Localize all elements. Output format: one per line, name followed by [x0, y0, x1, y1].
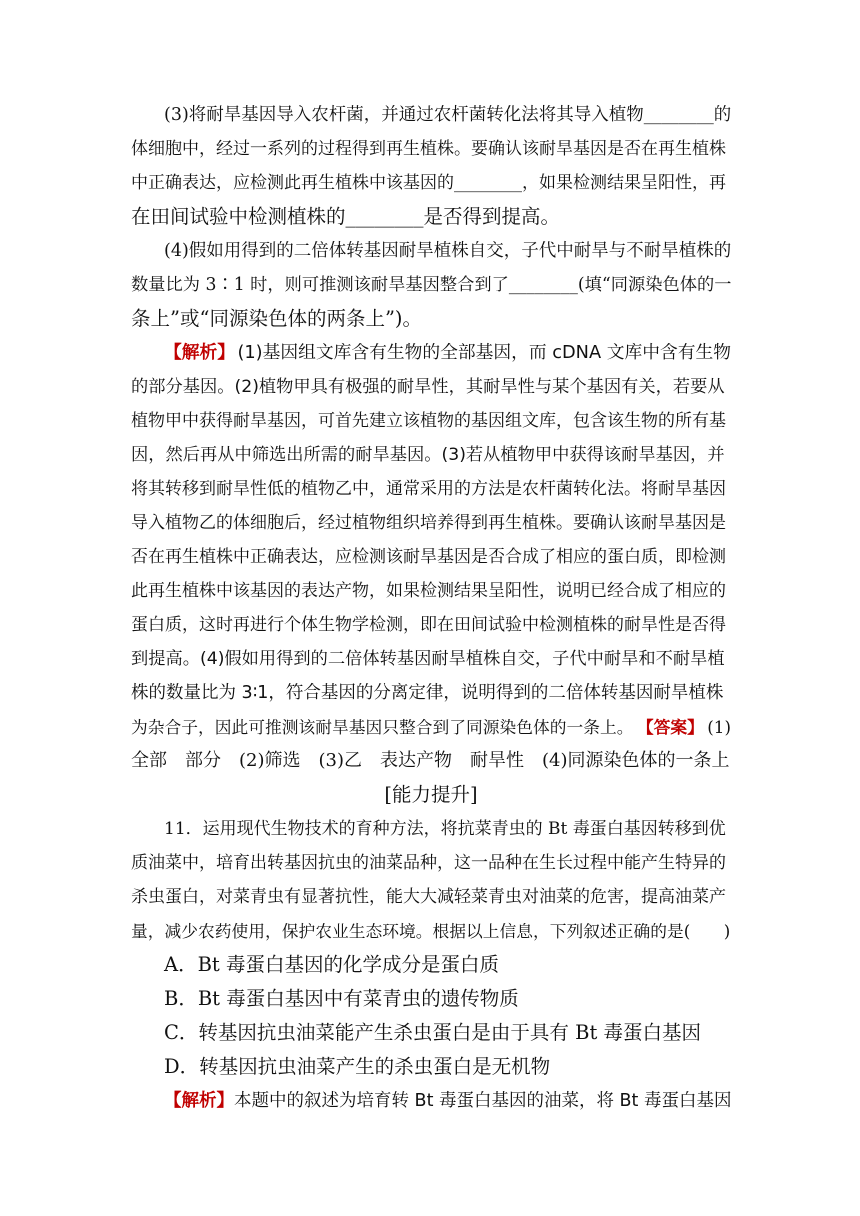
analysis-10-line-11: 株的数量比为 3∶1，符合基因的分离定律，说明得到的二倍体转基因耐旱植株 — [131, 683, 724, 703]
analysis-10-line-6: 导入植物乙的体细胞后，经过植物组织培养得到再生植株。要确认该耐旱基因是 — [131, 513, 726, 533]
q11-line-2: 质油菜中，培育出转基因抗虫的油菜品种，这一品种在生长过程中能产生特异的 — [131, 853, 726, 873]
analysis-10-line-8: 此再生植株中该基因的表达产物，如果检测结果呈阳性，说明已经合成了相应的 — [131, 581, 726, 601]
q10-part4-line-2: 数量比为 3∶1 时，则可推测该耐旱基因整合到了________(填“同源染色体的一 — [131, 275, 732, 295]
q10-part3-line-4: 在田间试验中检测植株的________是否得到提高。 — [131, 205, 561, 228]
analysis-10-line-10: 到提高。(4)假如用得到的二倍体转基因耐旱植株自交，子代中耐旱和不耐旱植 — [131, 649, 725, 669]
analysis-tag: 【解析】 — [164, 343, 236, 363]
analysis-10-line-2: 的部分基因。(2)植物甲具有极强的耐旱性，其耐旱性与某个基因有关，若要从 — [131, 377, 725, 397]
answer-tag: 【答案】 — [636, 717, 704, 737]
analysis-11-line-1: 【解析】 本题中的叙述为培育转 Bt 毒蛋白基因的油菜，将 Bt 毒蛋白基因 — [164, 1084, 731, 1118]
q10-part3-line-3: 中正确表达，应检测此再生植株中该基因的________，如果检测结果呈阳性，再 — [131, 173, 726, 193]
analysis-10-line-5: 将其转移到耐旱性低的植物乙中，通常采用的方法是农杆菌转化法。将耐旱基因 — [131, 479, 726, 499]
q11-option-b: B．Bt 毒蛋白基因中有菜青虫的遗传物质 — [164, 987, 519, 1010]
answer-10-line: 全部 部分 (2)筛选 (3)乙 表达产物 耐旱性 (4)同源染色体的一条上 — [131, 750, 730, 771]
analysis-10-line-1: 【解析】 (1)基因组文库含有生物的全部基因，而 cDNA 文库中含有生物 — [164, 336, 731, 370]
q11-option-a: A．Bt 毒蛋白基因的化学成分是蛋白质 — [164, 953, 499, 976]
q10-part4-line-3: 条上”或“同源染色体的两条上”)。 — [131, 307, 423, 330]
q10-part4-line-1: (4)假如用得到的二倍体转基因耐旱植株自交，子代中耐旱与不耐旱植株的 — [164, 241, 732, 261]
analysis-10-line-3: 植物甲中获得耐旱基因，可首先建立该植物的基因组文库，包含该生物的所有基 — [131, 411, 726, 431]
q11-option-d: D．转基因抗虫油菜产生的杀虫蛋白是无机物 — [164, 1055, 551, 1078]
analysis-10-line-9: 蛋白质，这时再进行个体生物学检测，即在田间试验中检测植株的耐旱性是否得 — [131, 615, 726, 635]
q11-line-3: 杀虫蛋白，对菜青虫有显著抗性，能大大减轻菜青虫对油菜的危害，提高油菜产 — [131, 887, 726, 907]
q10-part3-line-1: (3)将耐旱基因导入农杆菌，并通过农杆菌转化法将其导入植物________的 — [164, 105, 732, 125]
q11-line-1: 11．运用现代生物技术的育种方法，将抗菜青虫的 Bt 毒蛋白基因转移到优 — [164, 819, 726, 839]
section-title: [能力提升] — [384, 783, 478, 806]
analysis-tag: 【解析】 — [164, 1091, 234, 1111]
q10-part3-line-2: 体细胞中，经过一系列的过程得到再生植株。要确认该耐旱基因是否在再生植株 — [131, 139, 726, 159]
analysis-10-line-7: 否在再生植株中正确表达，应检测该耐旱基因是否合成了相应的蛋白质，即检测 — [131, 547, 726, 567]
q11-line-4: 量，减少农药使用，保护农业生态环境。根据以上信息，下列叙述正确的是( ) — [131, 921, 731, 941]
q11-option-c: C．转基因抗虫油菜能产生杀虫蛋白是由于具有 Bt 毒蛋白基因 — [164, 1021, 701, 1044]
analysis-10-line-4: 因，然后再从中筛选出所需的耐旱基因。(3)若从植物甲中获得该耐旱基因，并 — [131, 445, 725, 465]
analysis-10-line-12: 为杂合子，因此可推测该耐旱基因只整合到了同源染色体的一条上。 【答案】 (1) — [131, 710, 731, 744]
